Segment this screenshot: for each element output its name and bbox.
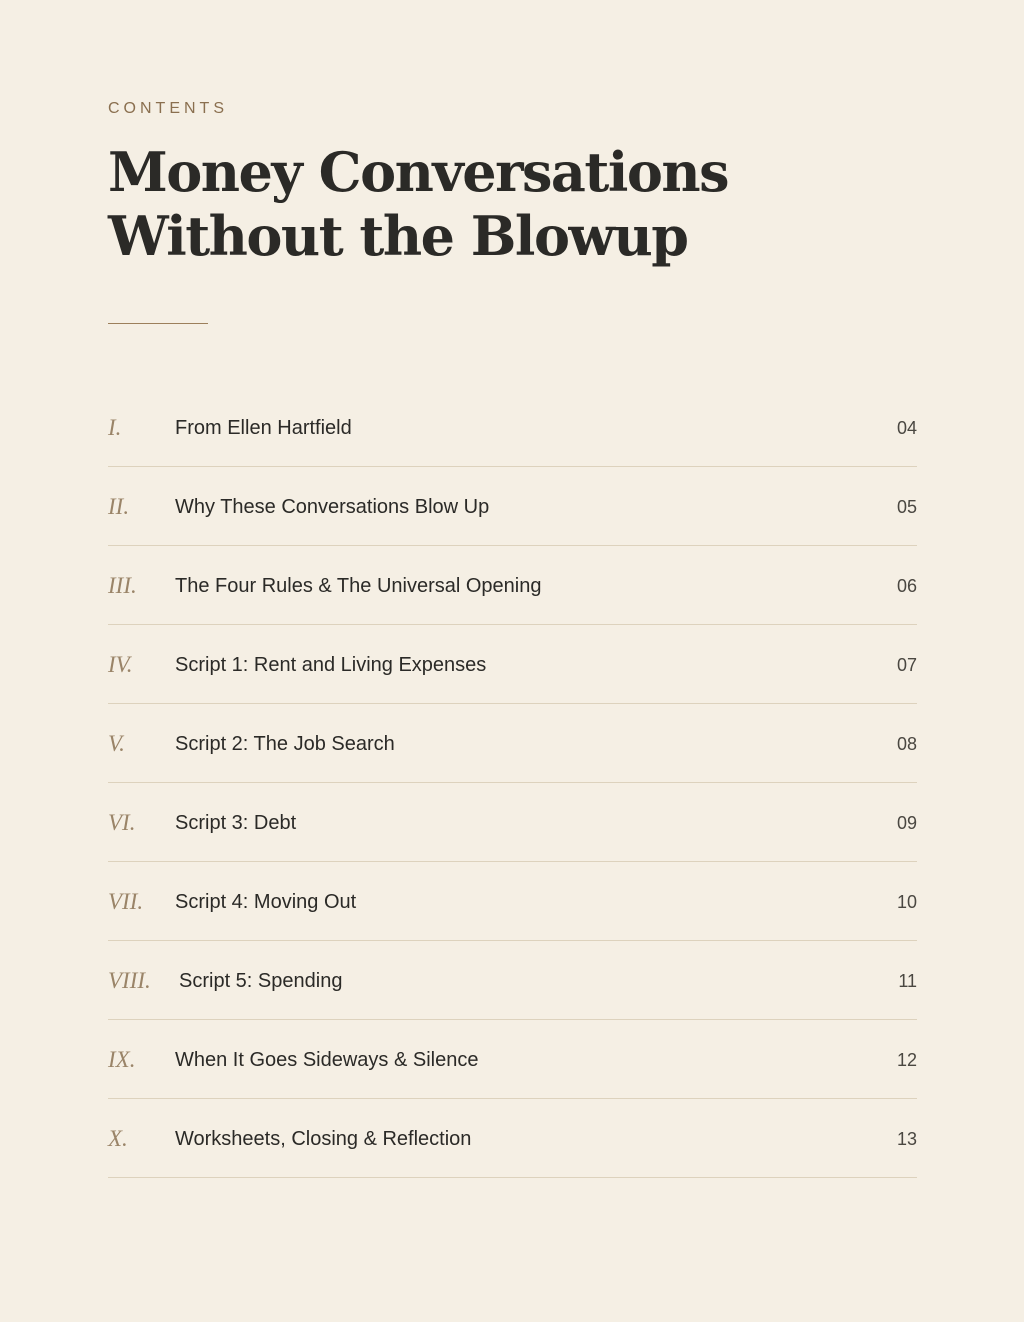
contents-eyebrow: CONTENTS xyxy=(108,100,228,117)
toc-entry[interactable] xyxy=(108,862,917,941)
toc-title: Script 1: Rent and Living Expenses xyxy=(175,654,487,676)
toc-entry[interactable] xyxy=(108,783,917,862)
toc-entry[interactable] xyxy=(108,467,917,546)
toc-title: Script 3: Debt xyxy=(175,812,297,834)
toc-title: From Ellen Hartfield xyxy=(175,417,352,439)
toc-entry[interactable] xyxy=(108,625,917,704)
toc-numeral: I. xyxy=(108,415,122,440)
toc-entry[interactable] xyxy=(108,704,917,783)
toc-numeral: VII. xyxy=(108,889,144,914)
toc-page-number: 07 xyxy=(896,655,917,675)
toc-numeral: VIII. xyxy=(108,968,151,993)
toc-title: When It Goes Sideways & Silence xyxy=(175,1049,479,1071)
toc-numeral: V. xyxy=(108,731,125,756)
toc-numeral: X. xyxy=(108,1126,128,1151)
toc-entry[interactable] xyxy=(108,546,917,625)
document-title: Money Conversations Without the Blowup xyxy=(108,140,729,268)
toc-title: The Four Rules & The Universal Opening xyxy=(175,575,542,597)
toc-numeral: II. xyxy=(108,494,130,519)
toc-page-number: 08 xyxy=(896,734,917,754)
toc-title: Script 4: Moving Out xyxy=(175,891,357,913)
toc-entry[interactable] xyxy=(108,1099,917,1178)
title-divider xyxy=(108,323,208,324)
table-of-contents xyxy=(108,388,917,1178)
toc-page-number: 09 xyxy=(896,813,917,833)
toc-page-number: 06 xyxy=(896,576,917,596)
toc-title: Script 2: The Job Search xyxy=(175,733,395,755)
toc-numeral: IV. xyxy=(108,652,133,677)
toc-entry[interactable] xyxy=(108,1020,917,1099)
toc-title: Script 5: Spending xyxy=(179,970,343,992)
toc-page-number: 11 xyxy=(898,971,917,991)
toc-title: Why These Conversations Blow Up xyxy=(175,496,490,518)
toc-page-number: 05 xyxy=(896,497,917,517)
toc-page-number: 12 xyxy=(896,1050,917,1070)
toc-numeral: IX. xyxy=(108,1047,136,1072)
toc-entry[interactable] xyxy=(108,941,917,1020)
toc-title: Worksheets, Closing & Reflection xyxy=(175,1128,472,1150)
toc-numeral: III. xyxy=(108,573,137,598)
toc-page-number: 13 xyxy=(896,1129,917,1149)
toc-numeral: VI. xyxy=(108,810,136,835)
toc-page-number: 10 xyxy=(896,892,917,912)
toc-page-number: 04 xyxy=(896,418,917,438)
toc-entry[interactable] xyxy=(108,388,917,467)
